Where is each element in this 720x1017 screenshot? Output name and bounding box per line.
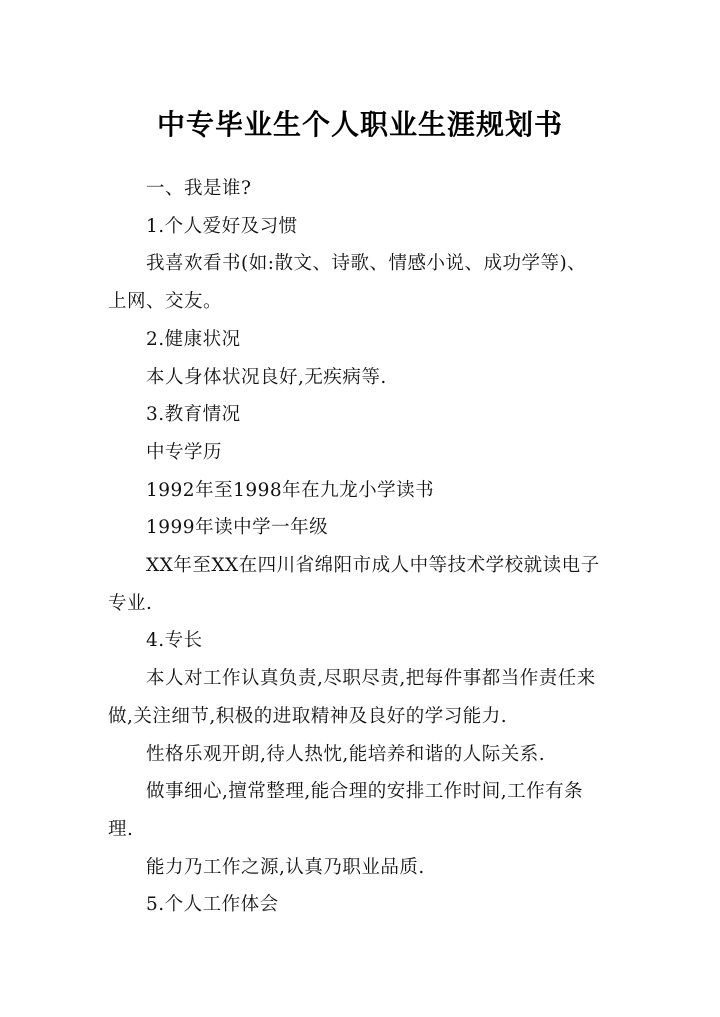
paragraph-strengths-motto: 能力乃工作之源,认真乃职业品质. — [146, 856, 425, 878]
section-heading-who-am-i: 一、我是谁? — [146, 178, 252, 199]
subheading-hobbies: 1.个人爱好及习惯 — [146, 215, 298, 237]
subheading-strengths: 4.专长 — [146, 630, 203, 652]
paragraph-education-vocational: XX年至XX在四川省绵阳市成人中等技术学校就读电子专业. — [108, 555, 600, 614]
paragraph-education-level: 中专学历 — [146, 441, 223, 463]
document-body — [108, 170, 604, 924]
paragraph-education-middle: 1999年读中学一年级 — [146, 517, 329, 539]
subheading-health: 2.健康状况 — [146, 328, 241, 350]
page-title: 中专毕业生个人职业生涯规划书 — [156, 107, 563, 141]
paragraph-hobbies: 我喜欢看书(如:散文、诗歌、情感小说、成功学等)、上网、交友。 — [108, 253, 587, 313]
paragraph-health: 本人身体状况良好,无疾病等. — [146, 366, 387, 388]
paragraph-strengths-responsibility: 本人对工作认真负责,尽职尽责,把每件事都当作责任来做,关注细节,积极的进取精神及良好的学习能力. — [108, 668, 596, 727]
paragraph-strengths-personality: 性格乐观开朗,待人热忱,能培养和谐的人际关系. — [146, 743, 546, 765]
subheading-education: 3.教育情况 — [146, 404, 241, 426]
subheading-work-experience: 5.个人工作体会 — [146, 894, 279, 916]
paragraph-education-primary: 1992年至1998年在九龙小学读书 — [146, 479, 435, 501]
paragraph-strengths-organization: 做事细心,擅常整理,能合理的安排工作时间,工作有条理. — [108, 781, 584, 840]
